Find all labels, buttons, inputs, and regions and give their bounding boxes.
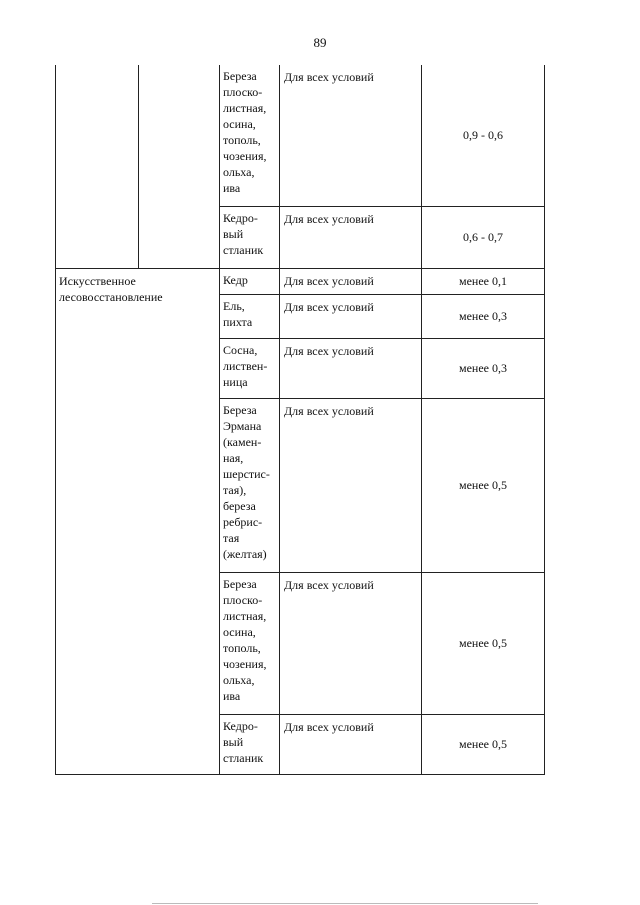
continued-subcategory-cell [139, 65, 220, 268]
condition-cell: Для всех условий [280, 294, 422, 338]
species-cell: Кедро- вый стланик [220, 206, 280, 268]
table-row [56, 65, 545, 206]
species-cell: Береза Эрмана (камен- ная, шерстис- тая), береза ребрис- тая (желтая) [220, 398, 280, 572]
species-cell: Береза плоско- листная, осина, тополь, чозения, ольха, ива [220, 572, 280, 714]
value-cell: менее 0,5 [422, 398, 545, 572]
page-number: 89 [313, 35, 327, 50]
value-cell: менее 0,3 [422, 294, 545, 338]
value-cell: 0,9 - 0,6 [422, 65, 545, 206]
value-cell: менее 0,3 [422, 338, 545, 398]
species-cell: Береза плоско- листная, осина, тополь, чозения, ольха, ива [220, 65, 280, 206]
regeneration-table [55, 65, 545, 775]
table-row [56, 268, 545, 294]
species-cell: Ель, пихта [220, 294, 280, 338]
condition-cell: Для всех условий [280, 572, 422, 714]
condition-cell: Для всех условий [280, 398, 422, 572]
condition-cell: Для всех условий [280, 65, 422, 206]
condition-cell: Для всех условий [280, 268, 422, 294]
species-cell: Кедро- вый стланик [220, 714, 280, 774]
value-cell: 0,6 - 0,7 [422, 206, 545, 268]
condition-cell: Для всех условий [280, 338, 422, 398]
category-cell: Искусственное лесовосстановление [56, 268, 220, 774]
value-cell: менее 0,1 [422, 268, 545, 294]
condition-cell: Для всех условий [280, 714, 422, 774]
value-cell: менее 0,5 [422, 572, 545, 714]
page-bottom-edge [152, 903, 538, 904]
continued-category-cell [56, 65, 139, 268]
species-cell: Сосна, листвен- ница [220, 338, 280, 398]
species-cell: Кедр [220, 268, 280, 294]
condition-cell: Для всех условий [280, 206, 422, 268]
value-cell: менее 0,5 [422, 714, 545, 774]
